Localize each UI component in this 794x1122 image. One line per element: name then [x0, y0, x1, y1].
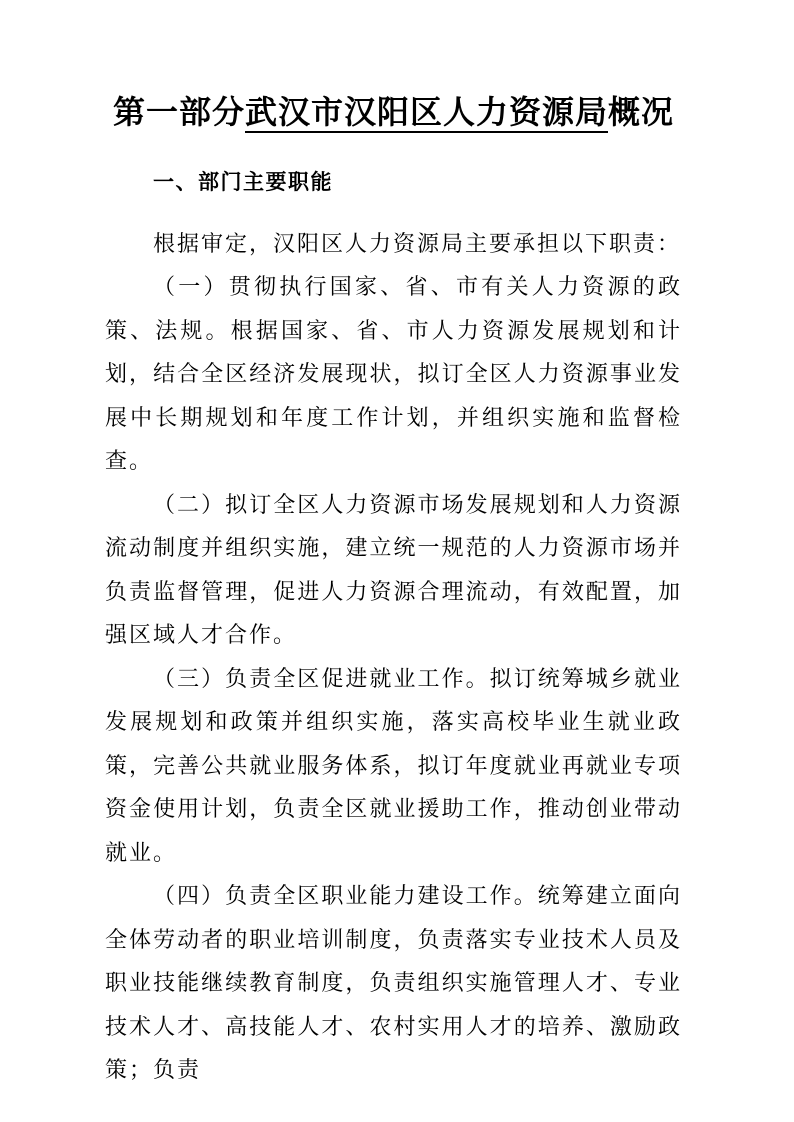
body-paragraph-4: （四）负责全区职业能力建设工作。统筹建立面向全体劳动者的职业培训制度，负责落实专业技术人员及职业技能继续教育制度，负责组织实施管理人才、专业技术人才、高技能人才、农村实用人才的培养、激励政策；负责 [105, 883, 682, 1083]
document-title-suffix: 概况 [608, 94, 675, 130]
body-paragraph-2: （二）拟订全区人力资源市场发展规划和人力资源流动制度并组织实施，建立统一规范的人力资源市场并负责监督管理，促进人力资源合理流动，有效配置，加强区域人才合作。 [105, 491, 682, 648]
document-body [105, 222, 682, 1092]
section-heading: 一、部门主要职能 [153, 170, 333, 194]
body-paragraph-3: （三）负责全区促进就业工作。拟订统筹城乡就业发展规划和政策并组织实施，落实高校毕业生就业政策，完善公共就业服务体系，拟订年度就业再就业专项资金使用计划，负责全区就业援助工作，推动创业带动就业。 [105, 665, 682, 865]
document-title-prefix: 第一部分 [112, 94, 245, 130]
document-content [105, 0, 682, 1092]
body-paragraph-1: （一）贯彻执行国家、省、市有关人力资源的政策、法规。根据国家、省、市人力资源发展规划和计划，结合全区经济发展现状，拟订全区人力资源事业发展中长期规划和年度工作计划，并组织实施和监督检查。 [105, 274, 682, 474]
document-title-underlined: 武汉市汉阳区人力资源局 [245, 94, 608, 133]
body-paragraph-intro: 根据审定，汉阳区人力资源局主要承担以下职责： [153, 230, 682, 256]
document-title [105, 0, 682, 134]
